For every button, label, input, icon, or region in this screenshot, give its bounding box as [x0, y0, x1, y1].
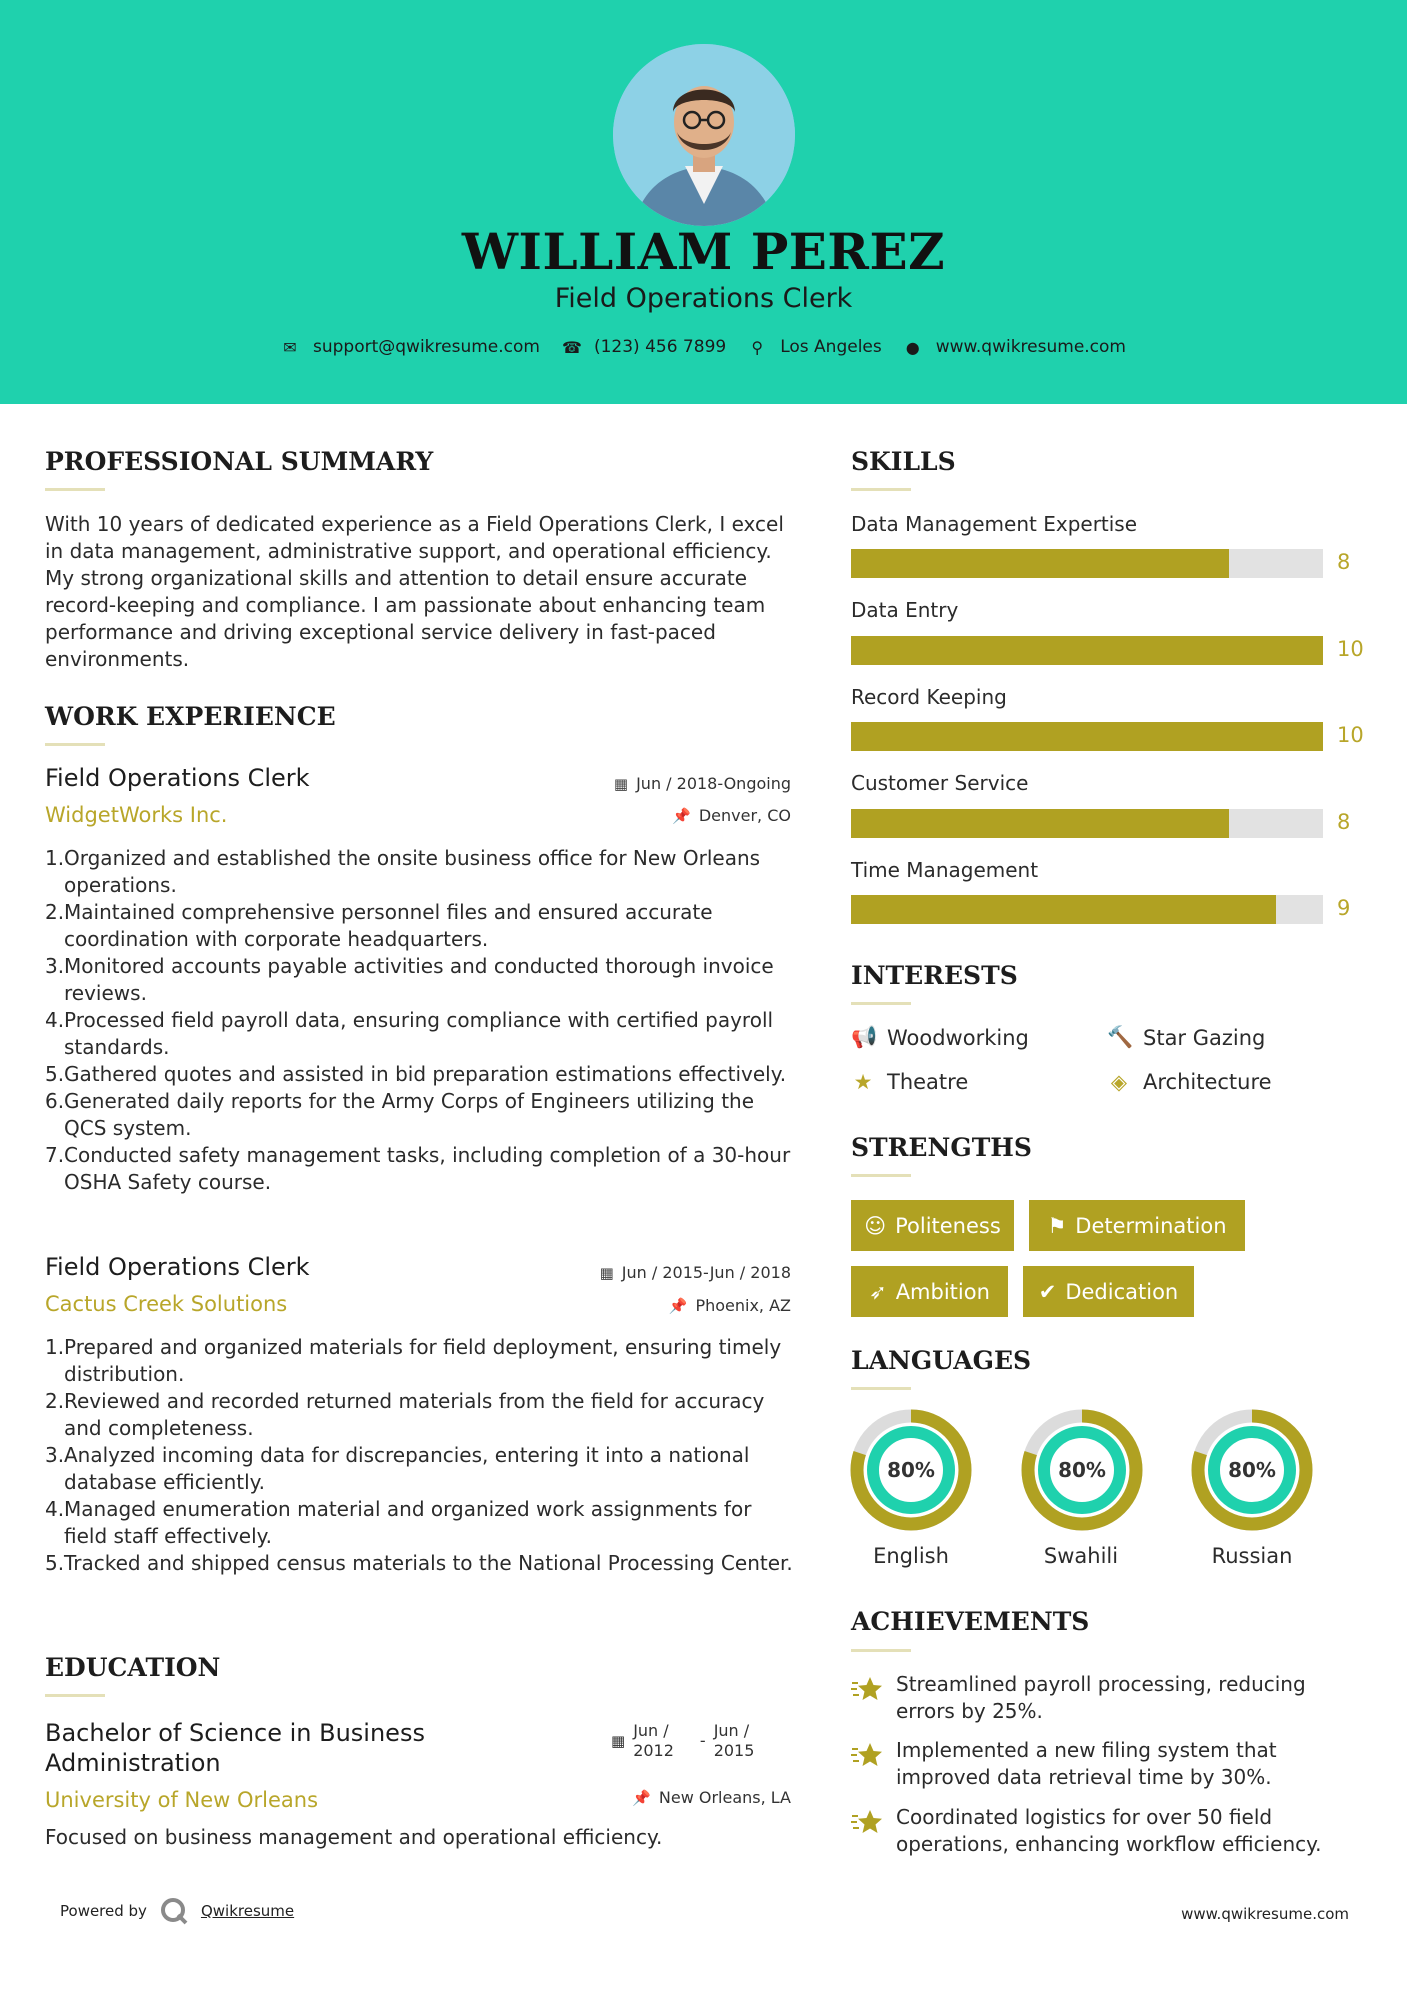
contact-phone[interactable]: ☎ (123) 456 7899 [561, 337, 727, 357]
list-item: 3. Analyzed incoming data for discrepancies, entering it into a national database efficiently. [45, 1443, 750, 1494]
flag-icon: ⚑ [1047, 1213, 1067, 1238]
interest-item: ◈ Architecture [1107, 1070, 1272, 1094]
language-percent: 80% [887, 1458, 935, 1482]
achievements-underline [851, 1649, 911, 1652]
candidate-name: WILLIAM PEREZ [461, 222, 946, 281]
language-ring [1191, 1409, 1313, 1531]
education-underline [45, 1694, 105, 1697]
mail-icon: ✉ [283, 337, 297, 357]
skill-label: Time Management [851, 858, 1039, 882]
language-label: English [873, 1544, 949, 1568]
list-item: 4. Processed field payroll data, ensuring compliance with certified payroll standards. [45, 1008, 774, 1059]
star-icon [851, 1675, 883, 1703]
contact-location: ⚲ Los Angeles [748, 337, 882, 357]
strength-tag: ➶ Ambition [851, 1266, 1008, 1317]
skill-bar-fill [851, 895, 1276, 924]
skills-heading: SKILLS [851, 447, 956, 476]
list-item: 6. Generated daily reports for the Army Corps of Engineers utilizing the QCS system. [45, 1089, 755, 1140]
languages-underline [851, 1387, 911, 1390]
list-item: 2. Maintained comprehensive personnel files and ensured accurate coordination with corporate headquarters. [45, 900, 713, 951]
summary-underline [45, 488, 105, 491]
calendar-icon: ▦ [599, 1263, 614, 1282]
skill-value: 9 [1337, 896, 1351, 920]
ticket-icon: ◈ [1110, 1070, 1128, 1094]
job-title: Field Operations Clerk [45, 1253, 310, 1281]
candidate-title: Field Operations Clerk [554, 283, 853, 314]
experience-underline [45, 743, 105, 746]
qwikresume-logo-icon [159, 1896, 189, 1926]
brand-link[interactable]: Qwikresume [200, 1902, 295, 1920]
education-heading: EDUCATION [45, 1653, 221, 1682]
skill-value: 10 [1337, 637, 1364, 661]
footer-url[interactable]: www.qwikresume.com [1181, 1905, 1349, 1923]
strengths-heading: STRENGTHS [851, 1133, 1032, 1162]
phone-icon: ☎ [561, 337, 582, 357]
language-gauge [1021, 1409, 1143, 1535]
education-description: Focused on business management and operational efficiency. [45, 1825, 663, 1849]
job-location: 📌 Denver, CO [672, 806, 791, 825]
list-item: 1. Prepared and organized materials for field deployment, ensuring timely distribution. [45, 1335, 782, 1386]
language-gauge [850, 1409, 972, 1535]
interests-underline [851, 1002, 911, 1005]
language-label: Russian [1211, 1544, 1293, 1568]
list-item: 3. Monitored accounts payable activities and conducted thorough invoice reviews. [45, 954, 774, 1005]
contact-email[interactable]: ✉ support@qwikresume.com [281, 337, 540, 357]
language-ring [850, 1409, 972, 1531]
school-name: University of New Orleans [45, 1788, 319, 1812]
footer-powered-by: Powered by Qwikresume [60, 1896, 294, 1926]
job-title: Field Operations Clerk [45, 764, 310, 792]
skill-bar [851, 549, 1323, 578]
skill-bar-fill [851, 722, 1323, 751]
skill-bar [851, 636, 1323, 665]
interest-item: 📢 Woodworking [851, 1025, 1029, 1050]
language-label: Swahili [1043, 1544, 1119, 1568]
interest-item: ★ Theatre [851, 1070, 968, 1094]
skill-label: Data Entry [851, 598, 959, 622]
star-icon: ★ [853, 1070, 873, 1094]
pin-icon: 📌 [672, 806, 691, 825]
resume-header [0, 0, 1407, 404]
contact-bar [0, 337, 1407, 357]
language-gauge [1191, 1409, 1313, 1535]
list-item: 7. Conducted safety management tasks, including completion of a 30-hour OSHA Safety course. [45, 1143, 791, 1194]
star-icon [851, 1808, 883, 1836]
skill-bar [851, 809, 1323, 838]
language-ring [1021, 1409, 1143, 1531]
list-item: 2. Reviewed and recorded returned materials from the field for accuracy and completeness. [45, 1389, 765, 1440]
job-date: ▦ Jun / 2018-Ongoing [613, 774, 791, 793]
pin-icon: 📌 [668, 1296, 688, 1315]
map-pin-icon: ⚲ [751, 337, 764, 357]
skill-label: Customer Service [851, 771, 1029, 795]
skill-bar-fill [851, 549, 1229, 578]
languages-heading: LANGUAGES [851, 1346, 1032, 1375]
language-percent: 80% [1058, 1458, 1106, 1482]
profile-photo [613, 44, 795, 226]
degree-title: Bachelor of Science in Business Administration [45, 1719, 425, 1777]
job-location: 📌 Phoenix, AZ [668, 1296, 791, 1315]
summary-text: With 10 years of dedicated experience as a Field Operations Clerk, I excel in data management, administrative support, and operational efficiency. My strong organizational skills and attention to detail ensure accurate record-keeping and compliance. I am passionate about enhancing team performance and driving exceptional service delivery in fast-paced environments. [45, 512, 784, 671]
interest-item: 🔨 Star Gazing [1107, 1025, 1266, 1050]
job-date: ▦ Jun / 2015-Jun / 2018 [599, 1263, 791, 1282]
skill-label: Record Keeping [851, 685, 1007, 709]
education-location: 📌 New Orleans, LA [632, 1788, 791, 1807]
list-item: 4. Managed enumeration material and organized work assignments for field staff effectively. [45, 1497, 752, 1548]
achievements-heading: ACHIEVEMENTS [851, 1607, 1090, 1636]
skills-underline [851, 488, 911, 491]
experience-heading: WORK EXPERIENCE [45, 702, 336, 731]
list-item: 5. Gathered quotes and assisted in bid preparation estimations effectively. [45, 1062, 787, 1086]
contact-website[interactable]: ● www.qwikresume.com [904, 337, 1126, 357]
job-duties-list [45, 1334, 797, 1577]
calendar-icon: ▦ [613, 774, 629, 793]
interests-heading: INTERESTS [851, 961, 1018, 990]
strength-tag: ⚑ Determination [1029, 1200, 1245, 1251]
smile-icon: ☺ [864, 1213, 887, 1238]
strength-tag: ✔ Dedication [1023, 1266, 1194, 1317]
strength-tag: ☺ Politeness [851, 1200, 1014, 1251]
job-company: WidgetWorks Inc. [45, 803, 228, 827]
job-duties-list [45, 845, 797, 1196]
skill-label: Data Management Expertise [851, 512, 1138, 536]
pin-icon: 📌 [632, 1788, 651, 1807]
education-dates: ▦ Jun / 2012 - Jun / 2015 [611, 1721, 755, 1760]
skill-bar [851, 895, 1323, 924]
summary-heading: PROFESSIONAL SUMMARY [45, 447, 434, 476]
skill-value: 10 [1337, 723, 1364, 747]
check-circle-icon: ✔ [1038, 1279, 1057, 1304]
list-item: 1. Organized and established the onsite business office for New Orleans operations. [45, 846, 761, 897]
language-percent: 80% [1228, 1458, 1276, 1482]
list-item: 5. Tracked and shipped census materials to the National Processing Center. [45, 1551, 793, 1575]
skill-value: 8 [1337, 550, 1351, 574]
calendar-icon: ▦ [611, 1732, 626, 1750]
skill-bar-fill [851, 636, 1323, 665]
strengths-underline [851, 1174, 911, 1177]
gavel-icon: 🔨 [1107, 1025, 1134, 1049]
globe-icon: ● [905, 337, 920, 357]
person-avatar-icon [613, 44, 795, 226]
star-icon [851, 1741, 883, 1769]
skill-value: 8 [1337, 810, 1351, 834]
skill-bar [851, 722, 1323, 751]
rocket-icon: ➶ [869, 1279, 887, 1304]
skill-bar-fill [851, 809, 1229, 838]
job-company: Cactus Creek Solutions [45, 1292, 288, 1316]
megaphone-icon: 📢 [851, 1025, 878, 1049]
